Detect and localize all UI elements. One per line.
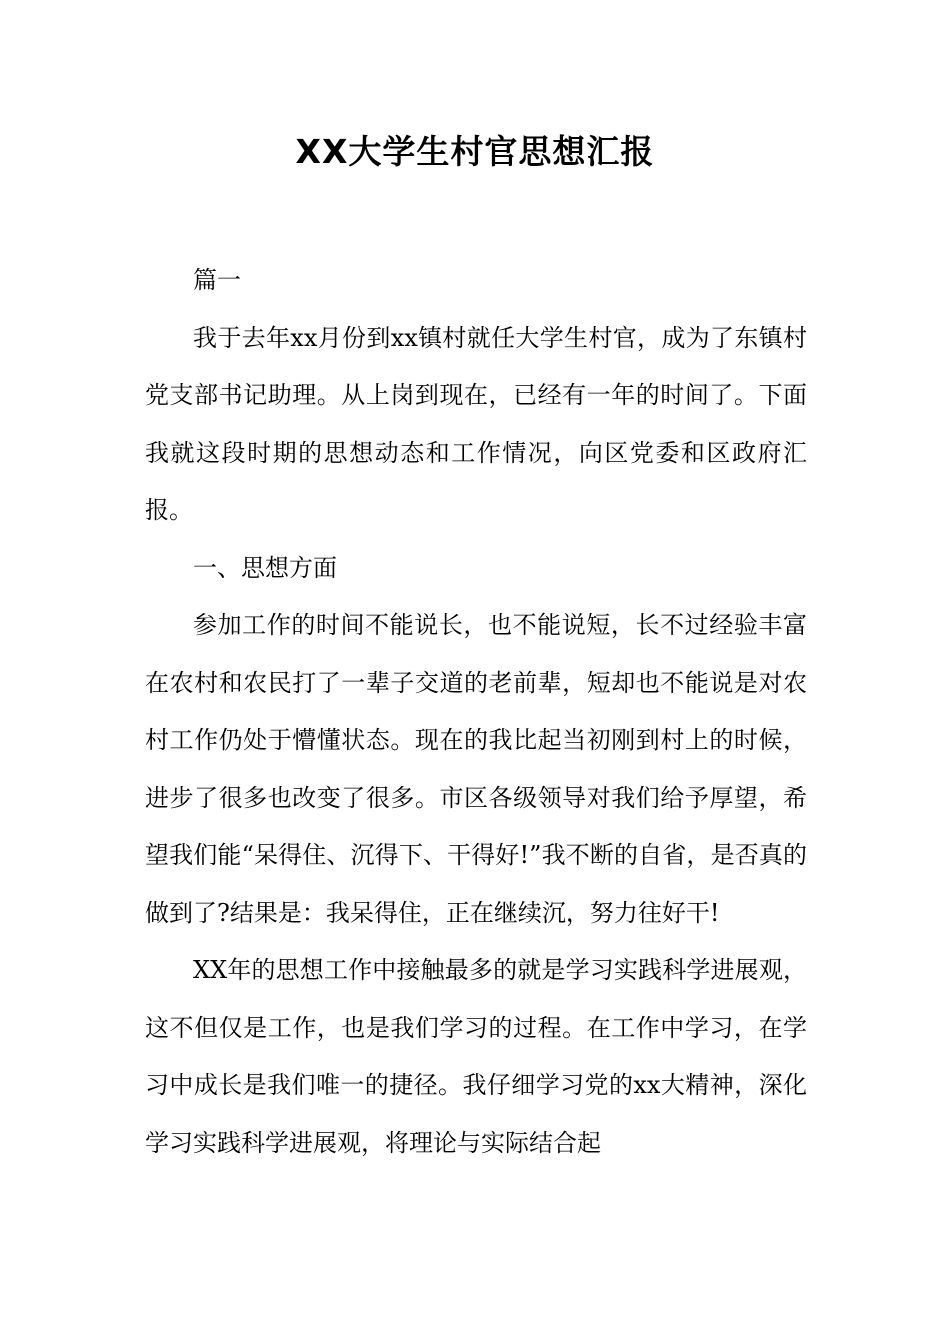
body-paragraph: 我于去年xx月份到xx镇村就任大学生村官，成为了东镇村党支部书记助理。从上岗到现在，已经有一年的时间了。下面我就这段时期的思想动态和工作情况，向区党委和区政府汇报。: [145, 323, 807, 524]
document-title: XX大学生村官思想汇报: [295, 132, 655, 171]
section-label: 篇一: [193, 266, 241, 294]
body-paragraph: 参加工作的时间不能说长，也不能说短，长不过经验丰富在农村和农民打了一辈子交道的老前辈，短却也不能说是对农村工作仍处于懵懂状态。现在的我比起当初刚到村上的时候，进步了很多也改变了很多。市区各级领导对我们给予厚望，希望我们能“呆得住、沉得下、干得好!”我不断的自省，是否真的做到了?结果是：我呆得住，正在继续沉，努力往好干!: [145, 611, 807, 927]
body-paragraph: XX年的思想工作中接触最多的就是学习实践科学进展观，这不但仅是工作，也是我们学习的过程。在工作中学习，在学习中成长是我们唯一的捷径。我仔细学习党的xx大精神，深化学习实践科学进展观，将理论与实际结合起: [145, 956, 807, 1157]
document-body: [145, 252, 807, 1172]
section-heading: 一、思想方面: [193, 553, 337, 582]
